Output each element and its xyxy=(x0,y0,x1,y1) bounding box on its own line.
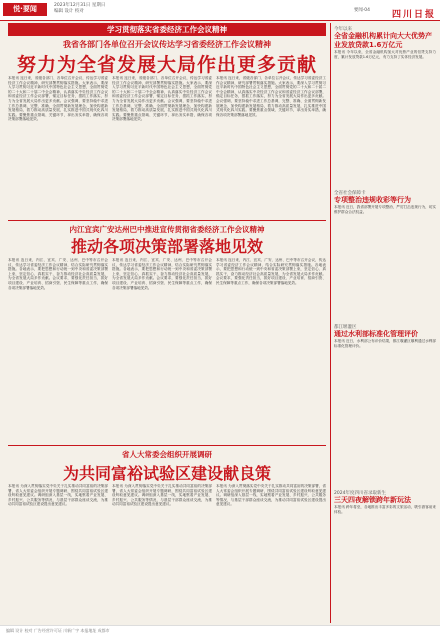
story1-body-col1: 本报讯 连日来，省级各部门、各单位召开会议，传达学习省委经济工作会议精神，研究部署贯彻落实措施。大家表示，要深入学习贯彻习近平新时代中国特色社会主义思想，全面贯彻党的二十大和二十届二中全会精神，认真落实中央经济工作会议和省委经济工作会议部署，锚定目标任务，狠抓工作落实，努力为全省发展大局作出更多贡献。会议强调，要坚持稳中求进工作总基调，完整、准确、全面贯彻新发展理念，加快构建新发展格局，着力推动高质量发展，扎实推进中国式现代化四川实践。要聚焦重点领域、关键环节，拿出务实举措，确保各项决策部署落地见效。 xyxy=(8,76,108,122)
story3-body-col2: 本报讯 为深入贯彻落实党中央关于扎实推动共同富裕的决策部署，省人大常委会组织开展专题调研，围绕共同富裕试验区建设听取意见建议。调研组深入基层一线，实地察看产业发展、乡村振兴、公共服务等情况，与基层干部群众座谈交流，为推动共同富裕试验区建设提出意见建议。 xyxy=(112,484,212,507)
right-brief-2 xyxy=(334,190,436,305)
brief3-lead: 都江堰灌区 xyxy=(334,325,357,330)
page-footer xyxy=(0,625,440,635)
right-brief-3 xyxy=(334,324,436,469)
story2-body-col2: 本报讯 连日来，内江、宜宾、广安、达州、巴中等市召开会议，传达学习省委经济工作会议精神，结合实际研究贯彻落实措施。各地表示，要把思想和行动统一到中央和省委决策部署上来，坚定信心、真抓实干，奋力推动经济社会高质量发展，为全省发展大局多作贡献。会议要求，要强化责任担当，抓好项目建设、产业培育、招商引资、民生保障等重点工作，确保各项决策部署落地见效。 xyxy=(112,258,212,290)
brief4-body: 本报讯 跨年将至，各地推出丰富多彩的文旅活动，吸引游客前来体验。 xyxy=(334,505,436,514)
story1-subtitle: 我省各部门各单位召开会议传达学习省委经济工作会议精神 xyxy=(63,40,271,49)
brief2-body: 本报讯 近日，我省部署开展专项整治，严厉打击违规行为，切实维护群众合法权益。 xyxy=(334,205,436,214)
story3-subtitle: 省人大常委会组织开展调研 xyxy=(122,450,212,459)
story1-headline: 努力为全省发展大局作出更多贡献 xyxy=(16,54,317,76)
right-brief-1 xyxy=(334,26,436,180)
paper-name: 四川日报 xyxy=(391,10,436,20)
story2-headline: 推动各项决策部署落地见效 xyxy=(70,237,263,256)
date-line xyxy=(54,3,105,15)
brief1-body: 本报讯 今年以来，全省金融机构加大对优势产业的信贷支持力度，累计发放贷款1.6万亿元，有力支持了实体经济发展。 xyxy=(334,50,436,59)
masthead-date: 2023年12月31日 星期日 xyxy=(54,3,106,8)
story3-body-col3: 本报讯 为深入贯彻落实党中央关于扎实推动共同富裕的决策部署，省人大常委会组织开展专题调研，围绕共同富裕试验区建设听取意见建议。调研组深入基层一线，实地察看产业发展、乡村振兴、公共服务等情况，与基层干部群众座谈交流，为推动共同富裕试验区建设提出意见建议。 xyxy=(216,484,326,507)
story2-body-col3: 本报讯 连日来，内江、宜宾、广安、达州、巴中等市召开会议，传达学习省委经济工作会议精神，结合实际研究贯彻落实措施。各地表示，要把思想和行动统一到中央和省委决策部署上来，坚定信心、真抓实干，奋力推动经济社会高质量发展，为全省发展大局多作贡献。会议要求，要强化责任担当，抓好项目建设、产业培育、招商引资、民生保障等重点工作，确保各项决策部署落地见效。 xyxy=(216,258,326,285)
brief3-headline: 通过水利部标准化管理评价 xyxy=(334,330,418,338)
brief1-headline: 全省金融机构累计向大大优势产业发放贷款1.6万亿元 xyxy=(334,32,432,49)
brief2-lead: 全省社会保障卡 xyxy=(334,191,366,196)
page-label: 要闻·04 xyxy=(353,8,370,13)
column-rule xyxy=(330,23,331,623)
right-brief-4 xyxy=(334,490,436,615)
brief1-lead: 今年以来 xyxy=(334,27,352,32)
story2-subtitle: 内江宜宾广安达州巴中推进宣传贯彻省委经济工作会议精神 xyxy=(69,225,265,234)
story1-banner: 学习贯彻落实省委经济工作会议精神 xyxy=(8,23,326,36)
masthead-edition: 编辑 设计 校对 xyxy=(54,9,84,14)
section-logo: 悦·要闻 xyxy=(3,3,47,16)
story1-body-col2: 本报讯 连日来，省级各部门、各单位召开会议，传达学习省委经济工作会议精神，研究部署贯彻落实措施。大家表示，要深入学习贯彻习近平新时代中国特色社会主义思想，全面贯彻党的二十大和二十届二中全会精神，认真落实中央经济工作会议和省委经济工作会议部署，锚定目标任务，狠抓工作落实，努力为全省发展大局作出更多贡献。会议强调，要坚持稳中求进工作总基调，完整、准确、全面贯彻新发展理念，加快构建新发展格局，着力推动高质量发展，扎实推进中国式现代化四川实践。要聚焦重点领域、关键环节，拿出务实举措，确保各项决策部署落地见效。 xyxy=(112,76,212,122)
brief2-headline: 专项整治违规收彩等行为 xyxy=(334,196,411,204)
story1-body-col3: 本报讯 连日来，省级各部门、各单位召开会议，传达学习省委经济工作会议精神，研究部署贯彻落实措施。大家表示，要深入学习贯彻习近平新时代中国特色社会主义思想，全面贯彻党的二十大和二十届二中全会精神，认真落实中央经济工作会议和省委经济工作会议部署，锚定目标任务，狠抓工作落实，努力为全省发展大局作出更多贡献。会议强调，要坚持稳中求进工作总基调，完整、准确、全面贯彻新发展理念，加快构建新发展格局，着力推动高质量发展，扎实推进中国式现代化四川实践。要聚焦重点领域、关键环节，拿出务实举措，确保各项决策部署落地见效。 xyxy=(216,76,326,117)
story3-headline: 为共同富裕试验区建设献良策 xyxy=(62,464,271,483)
masthead xyxy=(0,0,440,21)
footer-text: 编辑 设计 校对 广告经营许可证 川新广字 本报地址 成都市 xyxy=(6,628,110,633)
divider xyxy=(8,445,326,446)
story2-body-col1: 本报讯 连日来，内江、宜宾、广安、达州、巴中等市召开会议，传达学习省委经济工作会议精神，结合实际研究贯彻落实措施。各地表示，要把思想和行动统一到中央和省委决策部署上来，坚定信心、真抓实干，奋力推动经济社会高质量发展，为全省发展大局多作贡献。会议要求，要强化责任担当，抓好项目建设、产业培育、招商引资、民生保障等重点工作，确保各项决策部署落地见效。 xyxy=(8,258,108,290)
brief3-body: 本报讯 近日，水利部公布评价结果，都江堰灌区顺利通过水利部标准化管理评价。 xyxy=(334,339,436,348)
paper-nameplate xyxy=(392,2,436,21)
divider xyxy=(8,220,326,221)
story3-body-col1: 本报讯 为深入贯彻落实党中央关于扎实推动共同富裕的决策部署，省人大常委会组织开展专题调研，围绕共同富裕试验区建设听取意见建议。调研组深入基层一线，实地察看产业发展、乡村振兴、公共服务等情况，与基层干部群众座谈交流，为推动共同富裕试验区建设提出意见建议。 xyxy=(8,484,108,507)
brief4-lead: 2024年度四川省录取新生 xyxy=(334,491,386,496)
brief4-headline: 三天四夜解锁跨年新玩法 xyxy=(334,496,411,504)
